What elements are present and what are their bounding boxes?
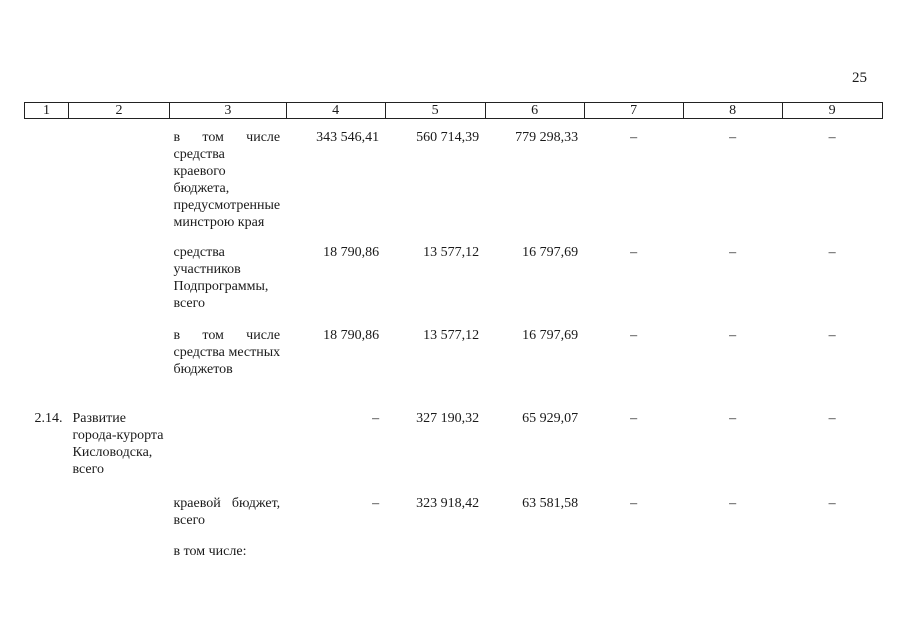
header-cell-1: 1: [25, 103, 69, 119]
value-col-9: –: [828, 130, 836, 145]
value-col-6: 65 929,07: [522, 411, 579, 426]
row-name: [69, 537, 170, 563]
table-row: [25, 318, 883, 400]
row-name: [69, 486, 170, 537]
header-cell-9: 9: [782, 103, 882, 119]
table-body: [25, 119, 883, 564]
header-cell-3: 3: [170, 103, 287, 119]
value-col-8: –: [729, 328, 737, 343]
value-col-5: 560 714,39: [416, 130, 480, 145]
row-description: [170, 400, 287, 486]
value-col-4: [286, 537, 385, 563]
value-col-8: –: [729, 130, 737, 145]
value-col-9: –: [828, 496, 836, 511]
value-col-6: 779 298,33: [515, 130, 579, 145]
value-col-6: 63 581,58: [522, 496, 579, 511]
value-col-4: 343 546,41: [316, 130, 380, 145]
value-col-8: –: [729, 245, 737, 260]
row-description: в том числе:: [173, 544, 247, 559]
row-name: [69, 232, 170, 318]
value-col-6: 16 797,69: [522, 328, 579, 343]
value-col-5: [385, 537, 485, 563]
value-col-4: –: [372, 411, 380, 426]
header-cell-6: 6: [485, 103, 584, 119]
row-index: 2.14.: [34, 411, 63, 426]
value-col-7: –: [630, 411, 638, 426]
row-index: [25, 119, 69, 233]
header-cell-5: 5: [385, 103, 485, 119]
row-index: [25, 486, 69, 537]
value-col-5: 327 190,32: [416, 411, 480, 426]
table-header: [25, 103, 883, 119]
value-col-6: 16 797,69: [522, 245, 579, 260]
value-col-4: –: [372, 496, 380, 511]
value-col-5: 13 577,12: [423, 328, 480, 343]
value-col-5: 13 577,12: [423, 245, 480, 260]
value-col-7: –: [630, 130, 638, 145]
row-name: Развитие города-курорта Кисловодска, всего: [72, 411, 164, 477]
row-index: [25, 537, 69, 563]
row-name: [69, 318, 170, 400]
value-col-9: –: [828, 245, 836, 260]
row-index: [25, 318, 69, 400]
value-col-8: –: [729, 496, 737, 511]
value-col-7: –: [630, 496, 638, 511]
header-cell-2: 2: [69, 103, 170, 119]
value-col-6: [485, 537, 584, 563]
value-col-5: 323 918,42: [416, 496, 480, 511]
value-col-4: 18 790,86: [323, 328, 380, 343]
row-description: краевой бюджет, всего: [173, 496, 281, 528]
row-description: в том числе средства краевого бюджета, предусмотренные минстрою края: [173, 130, 281, 230]
value-col-4: 18 790,86: [323, 245, 380, 260]
row-name: [69, 119, 170, 233]
table-row: [25, 232, 883, 318]
table-row: [25, 537, 883, 563]
row-index: [25, 232, 69, 318]
header-row: [25, 103, 883, 119]
table-row: [25, 119, 883, 233]
header-cell-7: 7: [584, 103, 683, 119]
value-col-7: –: [630, 245, 638, 260]
value-col-7: –: [630, 328, 638, 343]
table-row: [25, 486, 883, 537]
header-cell-4: 4: [286, 103, 385, 119]
row-description: в том числе средства местных бюджетов: [173, 328, 281, 377]
value-col-8: [683, 537, 782, 563]
value-col-9: –: [828, 328, 836, 343]
header-cell-8: 8: [683, 103, 782, 119]
value-col-9: –: [828, 411, 836, 426]
row-description: средства участников Подпрограммы, всего: [173, 245, 269, 311]
table-row: [25, 400, 883, 486]
page-number: 25: [852, 70, 867, 86]
value-col-7: [584, 537, 683, 563]
value-col-8: –: [729, 411, 737, 426]
value-col-9: [782, 537, 882, 563]
budget-table: [24, 102, 883, 563]
